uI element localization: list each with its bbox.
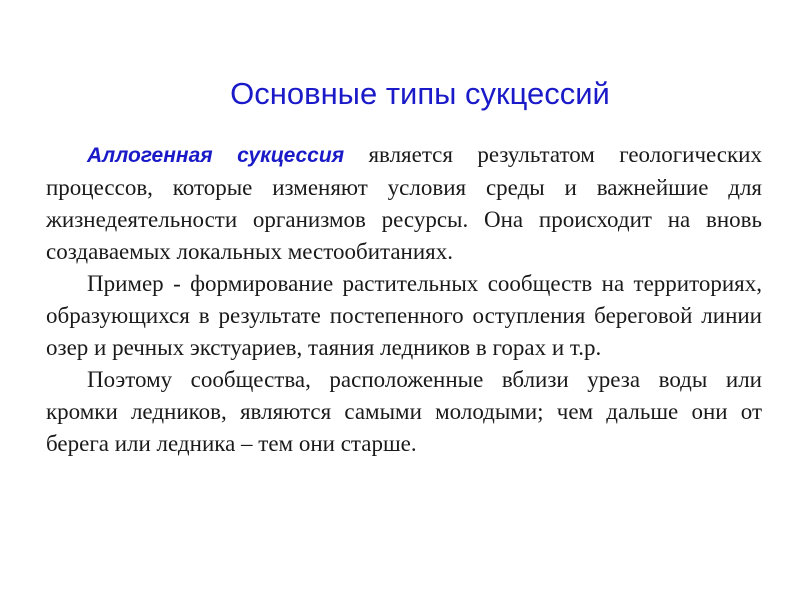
slide-title: Основные типы сукцессий (230, 76, 610, 111)
slide-body (46, 139, 762, 460)
paragraph-conclusion-text: Поэтому сообщества, расположенные вблизи уреза воды или кромки ледников, являются самыми молодыми; чем дальше они от берега или ледника – тем они старше. (46, 367, 762, 456)
paragraph-example-text: Пример - формирование растительных сообществ на территориях, образующихся в результате постепенного оступления береговой линии озер и речных экстуариев, таяния ледников в горах и т.р. (46, 271, 762, 360)
paragraph-allogenic-text: является результатом геологических процессов, которые изменяют условия среды и важнейшие для жизнедеятельности организмов ресурсы. Она происходит на вновь создаваемых локальных местообитаниях. (46, 142, 762, 264)
paragraph-conclusion (46, 364, 762, 460)
term-allogenic-succession: Аллогенная сукцессия (87, 144, 345, 167)
paragraph-allogenic (46, 139, 762, 268)
paragraph-example (46, 268, 762, 364)
